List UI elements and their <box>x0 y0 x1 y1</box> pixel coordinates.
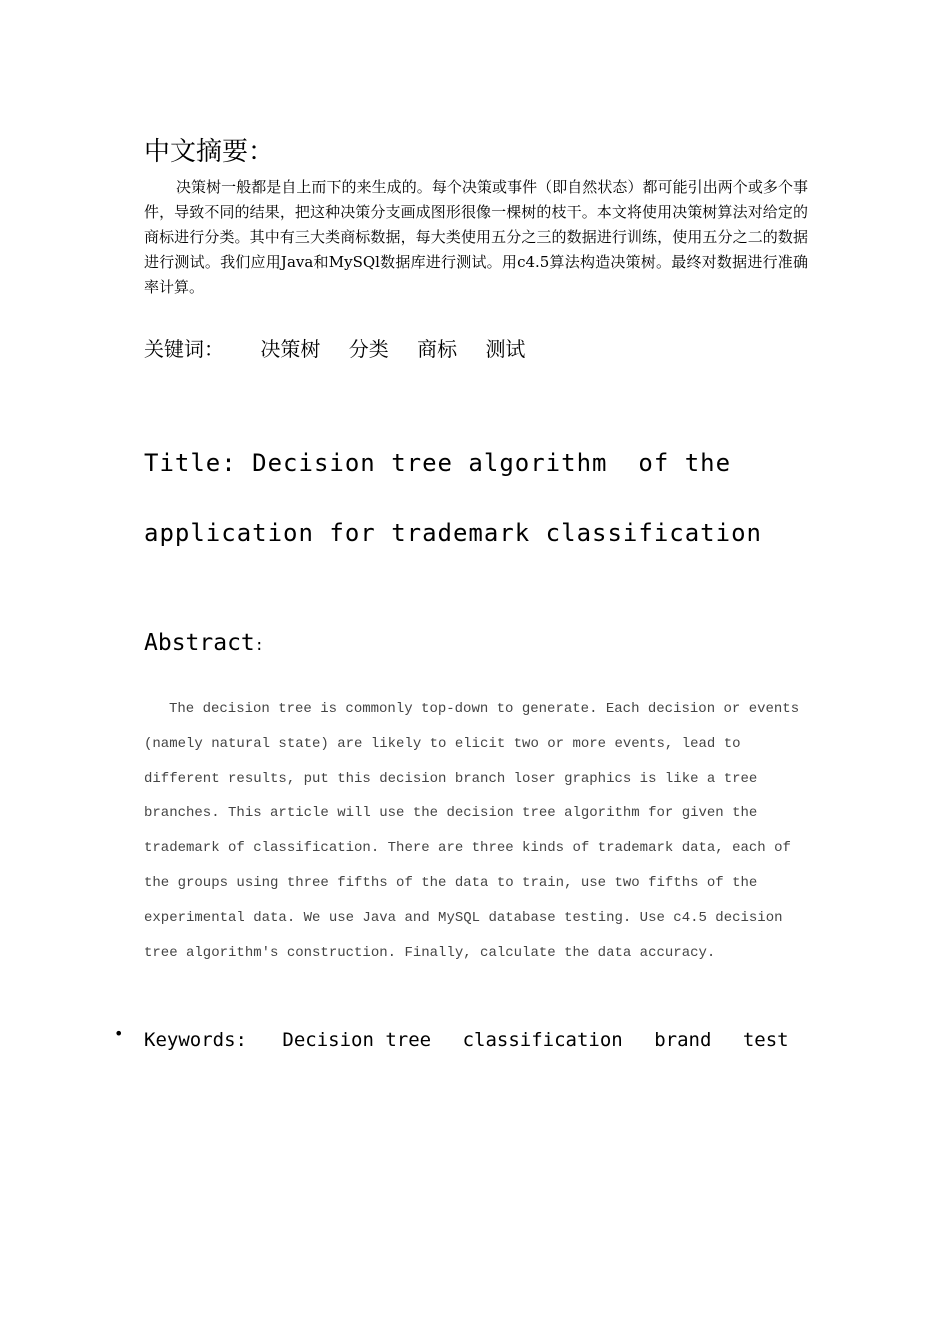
chinese-keyword: 商标 <box>417 337 458 361</box>
chinese-abstract-heading: 中文摘要： <box>144 137 275 167</box>
chinese-keyword: 决策树 <box>260 337 321 361</box>
english-keyword: classification <box>462 1029 623 1051</box>
english-title-line-1: Title: Decision tree algorithm of the <box>144 449 732 477</box>
english-keywords-label: Keywords: <box>144 1029 247 1051</box>
english-abstract-heading-text: Abstract <box>144 630 255 656</box>
chinese-keywords-label: 关键词： <box>144 337 224 361</box>
english-abstract-heading-colon: : <box>254 636 264 654</box>
english-title <box>144 428 864 568</box>
english-keywords <box>144 1024 809 1056</box>
list-bullet: • <box>114 1024 124 1043</box>
chinese-keywords <box>144 334 547 364</box>
english-abstract-text: The decision tree is commonly top-down to generate. Each decision or events (namely natural state) are likely to elicit two or more events, lead to different results, put this decision branch loser graphics is like a tree branches. This article will use the decision tree algorithm for given the trademark of classification. There are three kinds of trademark data, each of the groups using three fifths of the data to train, use two fifths of the experimental data. We use Java and MySQL database testing. Use c4.5 decision tree algorithm's construction. Finally, calculate the data accuracy. <box>144 701 800 961</box>
english-keyword: Decision tree <box>282 1029 432 1051</box>
english-abstract-heading <box>144 626 264 662</box>
english-title-line-2: application for trademark classification <box>144 519 762 547</box>
chinese-abstract-text: 决策树一般都是自上而下的来生成的。每个决策或事件（即自然状态）都可能引出两个或多个事件，导致不同的结果，把这种决策分支画成图形很像一棵树的枝干。本文将使用决策树算法对给定的商标进行分类。其中有三大类商标数据，每大类使用五分之三的数据进行训练，使用五分之二的数据进行测试。我们应用Java和MySQl数据库进行测试。用c4.5算法构造决策树。最终对数据进行准确率计算。 <box>144 178 808 296</box>
english-keyword: test <box>742 1029 789 1051</box>
chinese-keyword: 分类 <box>348 337 389 361</box>
chinese-keyword: 测试 <box>485 337 526 361</box>
english-keyword: brand <box>654 1029 712 1051</box>
